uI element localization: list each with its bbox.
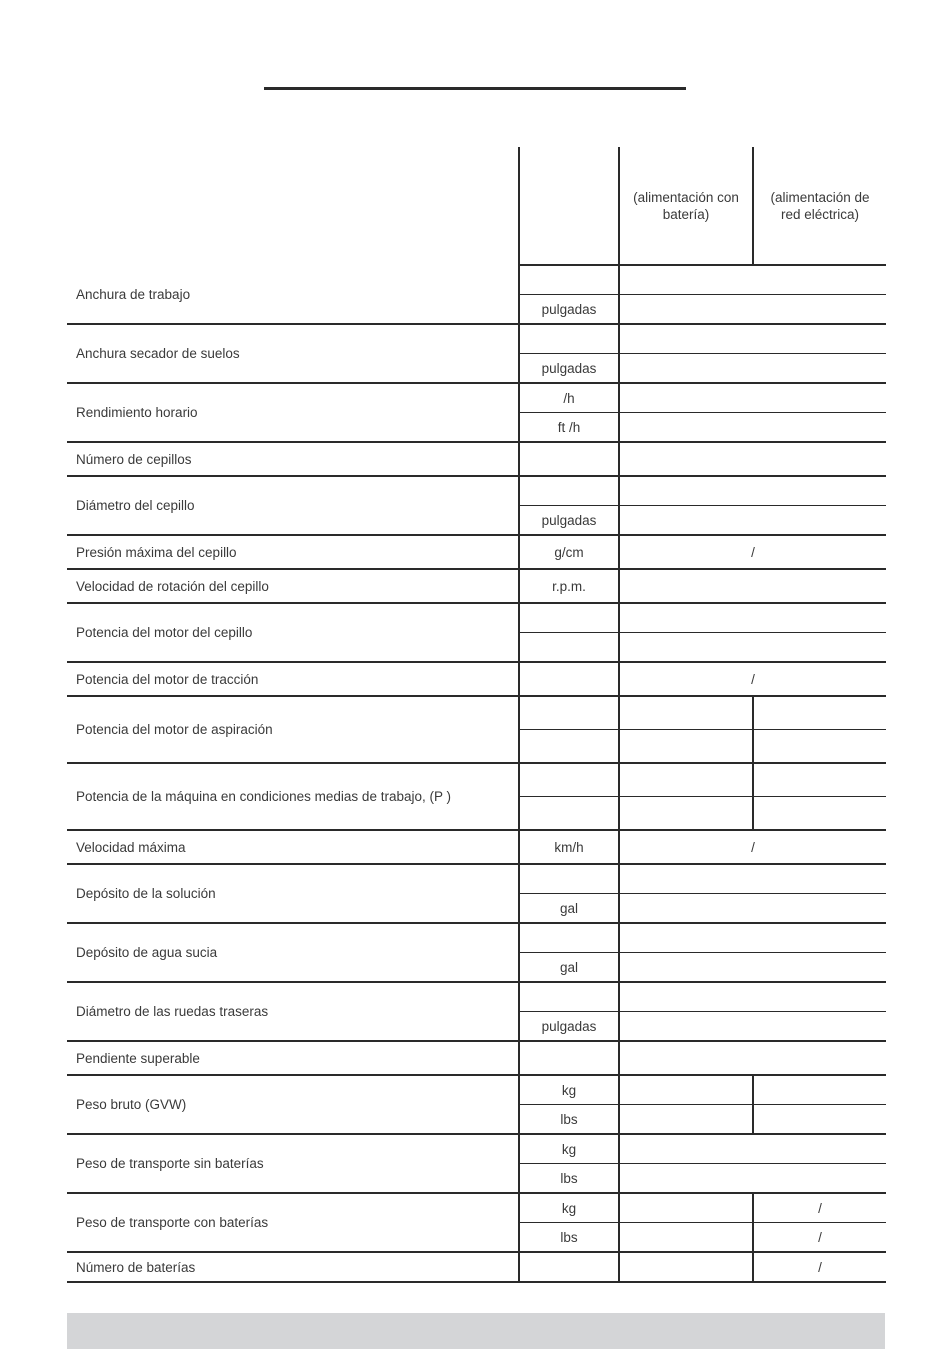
row-label: Potencia de la máquina en condiciones medias de trabajo, (P ) [67,763,519,830]
value-cell [619,413,886,443]
mains-value-cell [753,1075,886,1105]
unit-cell [519,1041,619,1075]
table-row [67,923,886,953]
row-label: Peso de transporte sin baterías [67,1134,519,1193]
value-cell [619,295,886,325]
battery-value-cell [619,797,753,831]
mains-value-cell [753,763,886,797]
table-row [67,324,886,354]
unit-cell: gal [519,894,619,924]
title-rule [264,87,686,90]
unit-cell: gal [519,953,619,983]
unit-cell: lbs [519,1164,619,1194]
table-row [67,1252,886,1282]
value-cell [619,923,886,953]
unit-cell: lbs [519,1223,619,1253]
value-cell [619,864,886,894]
value-cell [619,603,886,633]
table-row [67,1041,886,1075]
value-cell [619,633,886,663]
mains-value-cell: / [753,1193,886,1223]
mains-value-cell [753,797,886,831]
battery-value-cell [619,1075,753,1105]
row-label: Potencia del motor del cepillo [67,603,519,662]
row-label: Presión máxima del cepillo [67,535,519,569]
row-label: Potencia del motor de tracción [67,662,519,696]
row-label: Diámetro del cepillo [67,476,519,535]
value-cell [619,324,886,354]
value-cell: / [619,830,886,864]
value-cell [619,569,886,603]
table-row [67,662,886,696]
unit-cell [519,730,619,764]
unit-cell: kg [519,1193,619,1223]
unit-cell: r.p.m. [519,569,619,603]
row-label: Peso de transporte con baterías [67,1193,519,1252]
table-row [67,830,886,864]
battery-value-cell [619,696,753,730]
unit-cell: kg [519,1134,619,1164]
row-label: Rendimiento horario [67,383,519,442]
row-label: Diámetro de las ruedas traseras [67,982,519,1041]
unit-cell [519,603,619,633]
unit-cell: g/cm [519,535,619,569]
unit-cell [519,797,619,831]
row-label: Potencia del motor de aspiración [67,696,519,763]
table-row [67,442,886,476]
value-cell: / [619,535,886,569]
table-row [67,1134,886,1164]
mains-value-cell: / [753,1252,886,1282]
battery-value-cell [619,730,753,764]
header-unit [519,147,619,265]
header-blank [67,147,519,265]
unit-cell [519,265,619,295]
unit-cell: pulgadas [519,1012,619,1042]
battery-column-label: (alimentación con batería) [633,189,739,222]
battery-value-cell [619,1105,753,1135]
unit-cell [519,982,619,1012]
value-cell [619,953,886,983]
table-row [67,535,886,569]
value-cell [619,1134,886,1164]
table-row [67,864,886,894]
battery-value-cell [619,763,753,797]
row-label: Depósito de agua sucia [67,923,519,982]
unit-cell [519,1252,619,1282]
unit-cell: lbs [519,1105,619,1135]
row-label: Velocidad de rotación del cepillo [67,569,519,603]
mains-value-cell [753,730,886,764]
value-cell [619,894,886,924]
value-cell [619,506,886,536]
mains-column-label: (alimentación de red eléctrica) [770,189,870,222]
unit-cell [519,864,619,894]
table-row [67,982,886,1012]
table-row [67,383,886,413]
table-row [67,569,886,603]
unit-cell [519,476,619,506]
table-row [67,603,886,633]
row-label: Velocidad máxima [67,830,519,864]
unit-cell: kg [519,1075,619,1105]
value-cell [619,383,886,413]
value-cell [619,442,886,476]
row-label: Anchura de trabajo [67,265,519,324]
value-cell [619,476,886,506]
table-row [67,1193,886,1223]
value-cell [619,982,886,1012]
unit-cell [519,442,619,476]
row-label: Número de cepillos [67,442,519,476]
mains-value-cell [753,696,886,730]
unit-cell [519,324,619,354]
battery-value-cell [619,1193,753,1223]
unit-cell: pulgadas [519,506,619,536]
unit-cell [519,696,619,730]
row-label: Número de baterías [67,1252,519,1282]
value-cell [619,1164,886,1194]
unit-cell [519,633,619,663]
row-label: Pendiente superable [67,1041,519,1075]
header-battery [619,147,753,265]
unit-cell: ft /h [519,413,619,443]
table-row [67,763,886,797]
spec-table [67,147,886,1283]
unit-cell: pulgadas [519,354,619,384]
row-label: Depósito de la solución [67,864,519,923]
value-cell [619,354,886,384]
unit-cell [519,662,619,696]
value-cell [619,1041,886,1075]
mains-value-cell [753,1105,886,1135]
unit-cell: km/h [519,830,619,864]
header-row [67,147,886,265]
table-row [67,476,886,506]
value-cell [619,1012,886,1042]
mains-value-cell: / [753,1223,886,1253]
footer-bar [67,1313,885,1349]
table-row [67,1075,886,1105]
battery-value-cell [619,1252,753,1282]
value-cell [619,265,886,295]
unit-cell: pulgadas [519,295,619,325]
value-cell: / [619,662,886,696]
table-row [67,696,886,730]
unit-cell [519,923,619,953]
unit-cell [519,763,619,797]
unit-cell: /h [519,383,619,413]
battery-value-cell [619,1223,753,1253]
table-row [67,265,886,295]
row-label: Peso bruto (GVW) [67,1075,519,1134]
header-mains [753,147,886,265]
row-label: Anchura secador de suelos [67,324,519,383]
